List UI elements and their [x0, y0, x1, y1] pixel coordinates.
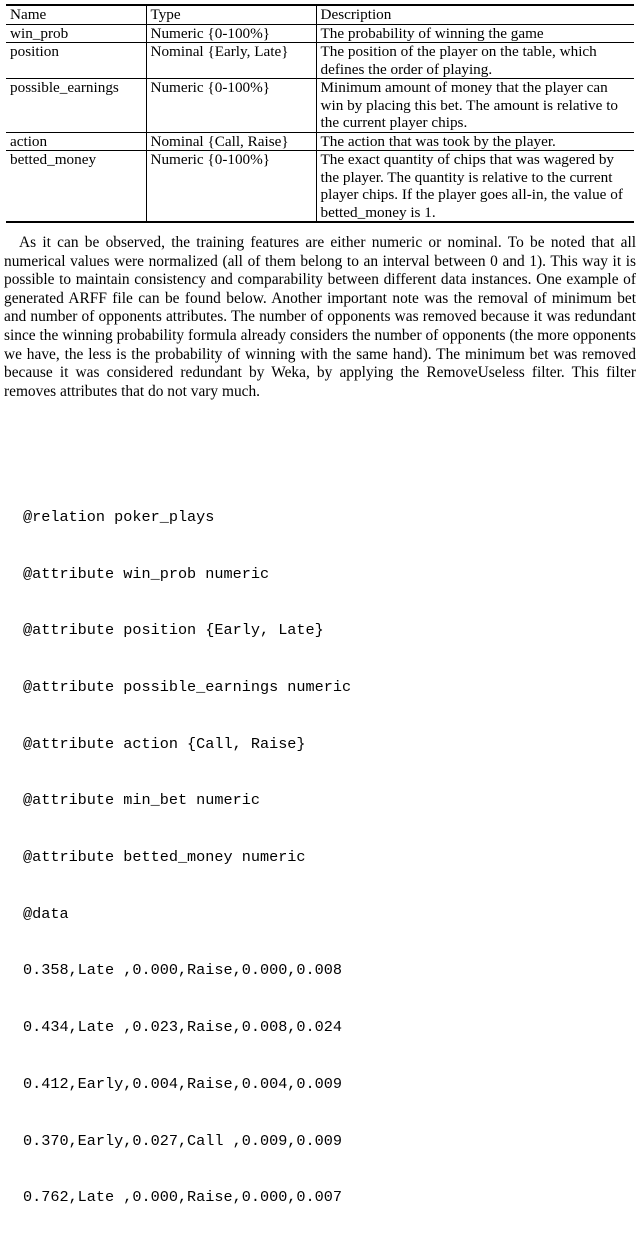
table-row	[6, 43, 634, 79]
arff-code-block	[23, 470, 351, 1245]
table-row	[6, 79, 634, 133]
code-line: @attribute position {Early, Late}	[23, 621, 324, 640]
cell-type: Nominal {Call, Raise}	[146, 132, 316, 151]
code-line: @attribute min_bet numeric	[23, 791, 260, 810]
cell-name: betted_money	[10, 151, 97, 168]
table-row	[6, 151, 634, 223]
code-line: 0.762,Late ,0.000,Raise,0.000,0.007	[23, 1188, 342, 1207]
code-line: 0.370,Early,0.027,Call ,0.009,0.009	[23, 1131, 342, 1150]
header-name: Name	[10, 6, 47, 23]
code-line: @attribute betted_money numeric	[23, 848, 306, 867]
code-line: @attribute action {Call, Raise}	[23, 734, 306, 753]
cell-type: Numeric {0-100%}	[146, 24, 316, 43]
cell-description: The exact quantity of chips that was wagered by the player. The quantity is relative to the current player chips. If the player goes all-in, the value of betted_money is 1.	[316, 151, 634, 223]
cell-name: action	[10, 132, 48, 150]
cell-type: Numeric {0-100%}	[146, 151, 316, 223]
cell-description: The position of the player on the table, which defines the order of playing.	[316, 43, 634, 79]
code-line: @attribute win_prob numeric	[23, 564, 270, 583]
header-type: Type	[146, 5, 316, 24]
feature-table	[6, 4, 634, 223]
cell-type: Numeric {0-100%}	[146, 79, 316, 133]
cell-name: win_prob	[10, 24, 69, 42]
cell-type: Nominal {Early, Late}	[146, 43, 316, 79]
cell-description: Minimum amount of money that the player can win by placing this bet. The amount is relative to the current player chips.	[316, 79, 634, 133]
cell-name: position	[10, 43, 59, 60]
code-line: 0.412,Early,0.004,Raise,0.004,0.009	[23, 1074, 342, 1093]
code-line: @data	[23, 904, 69, 923]
cell-name: possible_earnings	[10, 79, 119, 96]
code-line: @relation poker_plays	[23, 507, 215, 526]
table-row	[6, 24, 634, 43]
table-header-row	[6, 5, 634, 24]
table-row	[6, 132, 634, 151]
body-paragraph: As it can be observed, the training features are either numeric or nominal. To be noted that all numerical values were normalized (all of them belong to an interval between 0 and 1). This way it is possible to maintain consistency and comparability between different data instances. One example of generated ARFF file can be found below. Another important note was the removal of minimum bet and number of opponents attributes. The number of opponents was removed because it was redundant since the winning probability formula already considers the number of opponents (the more opponents we have, the less is the probability of winning with the same hand). The minimum bet was removed because it was considered redundant by Weka, by applying the RemoveUseless filter. This filter removes attributes that do not vary much.	[4, 234, 636, 400]
code-line: 0.434,Late ,0.023,Raise,0.008,0.024	[23, 1018, 342, 1037]
header-description: Description	[316, 5, 634, 24]
code-line: 0.358,Late ,0.000,Raise,0.000,0.008	[23, 961, 342, 980]
cell-description: The action that was took by the player.	[316, 132, 634, 151]
code-line: @attribute possible_earnings numeric	[23, 677, 352, 696]
cell-description: The probability of winning the game	[316, 24, 634, 43]
